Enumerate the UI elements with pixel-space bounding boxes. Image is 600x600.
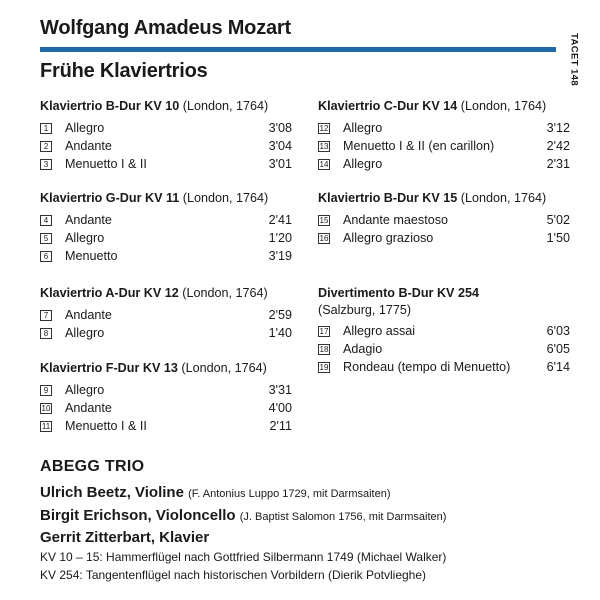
track-row[interactable] [40, 306, 292, 324]
instrument-note: KV 10 – 15: Hammerflügel nach Gottfried Silbermann 1749 (Michael Walker) [40, 550, 447, 564]
track-duration: 3'19 [268, 249, 292, 263]
track-duration: 2'11 [269, 419, 292, 433]
work-kv13 [40, 359, 292, 435]
track-title: Andante [65, 308, 112, 322]
track-number: 7 [40, 310, 52, 321]
work-name: Klaviertrio F-Dur KV 13 [40, 361, 178, 375]
track-title: Allegro grazioso [343, 231, 434, 245]
track-duration: 4'00 [268, 401, 292, 415]
work-title [40, 189, 292, 207]
work-info: (London, 1764) [179, 191, 269, 205]
track-title: Allegro [65, 326, 105, 340]
work-name: Klaviertrio G-Dur KV 11 [40, 191, 180, 205]
track-title: Allegro [65, 121, 105, 135]
track-number: 19 [319, 363, 329, 372]
track-row[interactable] [40, 229, 292, 247]
composer-name: Wolfgang Amadeus Mozart [40, 17, 291, 39]
track-row[interactable] [40, 211, 292, 229]
work-kv12 [40, 284, 292, 342]
track-duration: 3'01 [268, 157, 292, 171]
track-duration: 6'05 [546, 342, 570, 356]
work-kv254 [318, 284, 570, 376]
track-duration: 1'20 [268, 231, 292, 245]
work-name: Klaviertrio C-Dur KV 14 [318, 99, 458, 113]
track-title: Andante [65, 401, 112, 415]
track-row[interactable] [40, 399, 292, 417]
track-duration: 5'02 [546, 213, 570, 227]
track-row[interactable] [40, 119, 292, 137]
track-duration: 2'59 [268, 308, 292, 322]
performer-cello [40, 507, 446, 524]
track-row[interactable] [40, 247, 292, 265]
track-number: 8 [40, 328, 52, 339]
track-duration: 3'08 [268, 121, 292, 135]
track-number: 5 [40, 233, 52, 244]
track-number: 3 [40, 159, 52, 170]
track-number: 6 [40, 251, 52, 262]
performer-name: Ulrich Beetz, Violine [40, 484, 184, 501]
track-title: Andante maestoso [343, 213, 449, 227]
performer-instrument: (J. Baptist Salomon 1756, mit Darmsaiten) [239, 511, 447, 523]
track-title: Andante [65, 139, 112, 153]
work-name: Klaviertrio B-Dur KV 15 [318, 191, 458, 205]
track-number: 11 [41, 422, 51, 431]
track-row[interactable] [40, 155, 292, 173]
track-number: 17 [319, 327, 329, 336]
track-row[interactable] [318, 358, 570, 376]
work-kv10 [40, 97, 292, 173]
work-title [40, 97, 292, 115]
work-title [40, 284, 292, 302]
track-number: 2 [40, 141, 52, 152]
track-row[interactable] [318, 229, 570, 247]
track-duration: 2'31 [546, 157, 570, 171]
track-duration: 1'40 [268, 326, 292, 340]
track-row[interactable] [318, 155, 570, 173]
performer-violin [40, 484, 391, 501]
work-title [318, 284, 570, 302]
performer-name: Gerrit Zitterbart, Klavier [40, 529, 210, 546]
work-title [318, 97, 570, 115]
track-row[interactable] [40, 324, 292, 342]
work-subtitle: (Salzburg, 1775) [318, 303, 412, 317]
track-duration: 3'04 [268, 139, 292, 153]
work-info: (London, 1764) [178, 286, 268, 300]
track-duration: 6'03 [546, 324, 570, 338]
work-kv14 [318, 97, 570, 173]
catalog-number [566, 22, 582, 102]
track-row[interactable] [318, 137, 570, 155]
track-duration: 2'42 [546, 139, 570, 153]
work-info: (London, 1764) [179, 99, 269, 113]
performer-piano [40, 529, 209, 546]
work-info: (London, 1764) [457, 99, 547, 113]
track-title: Allegro [343, 121, 383, 135]
track-row[interactable] [318, 119, 570, 137]
track-row[interactable] [40, 417, 292, 435]
track-row[interactable] [318, 211, 570, 229]
track-number: 14 [319, 160, 329, 169]
track-title: Menuetto [65, 249, 118, 263]
work-name: Klaviertrio B-Dur KV 10 [40, 99, 180, 113]
header-rule [40, 47, 556, 52]
work-title [318, 189, 570, 207]
performer-instrument: (F. Antonius Luppo 1729, mit Darmsaiten) [188, 488, 391, 500]
track-title: Allegro [65, 383, 105, 397]
work-title [40, 359, 292, 377]
track-title: Allegro [65, 231, 105, 245]
work-info: (London, 1764) [457, 191, 547, 205]
track-number: 15 [319, 216, 329, 225]
track-title: Adagio [343, 342, 383, 356]
album-title: Frühe Klaviertrios [40, 60, 208, 82]
work-kv11 [40, 189, 292, 265]
track-title: Allegro assai [343, 324, 416, 338]
track-number: 16 [319, 234, 329, 243]
track-row[interactable] [40, 137, 292, 155]
track-title: Allegro [343, 157, 383, 171]
track-number: 10 [41, 404, 51, 413]
track-duration: 3'31 [268, 383, 292, 397]
track-number: 1 [40, 123, 52, 134]
work-info: (London, 1764) [177, 361, 267, 375]
track-title: Rondeau (tempo di Menuetto) [343, 360, 511, 374]
track-row[interactable] [318, 340, 570, 358]
work-name: Divertimento B-Dur KV 254 [318, 286, 479, 300]
instrument-note: KV 254: Tangentenflügel nach historischen Vorbildern (Dierik Potvlieghe) [40, 568, 427, 582]
track-number: 4 [40, 215, 52, 226]
performer-name: Birgit Erichson, Violoncello [40, 507, 236, 524]
catalog-label: TACET 148 [568, 32, 580, 87]
track-number: 13 [319, 142, 329, 151]
track-duration: 1'50 [546, 231, 570, 245]
work-kv15 [318, 189, 570, 247]
track-row[interactable] [40, 381, 292, 399]
work-name: Klaviertrio A-Dur KV 12 [40, 286, 179, 300]
track-title: Menuetto I & II [65, 419, 147, 433]
track-number: 9 [40, 385, 52, 396]
track-title: Andante [65, 213, 112, 227]
track-duration: 6'14 [546, 360, 570, 374]
track-title: Menuetto I & II (en carillon) [343, 139, 495, 153]
track-number: 12 [319, 124, 329, 133]
track-number: 18 [319, 345, 329, 354]
track-row[interactable] [318, 322, 570, 340]
ensemble-name: ABEGG TRIO [40, 458, 145, 475]
track-duration: 2'41 [268, 213, 292, 227]
track-title: Menuetto I & II [65, 157, 147, 171]
track-duration: 3'12 [546, 121, 570, 135]
